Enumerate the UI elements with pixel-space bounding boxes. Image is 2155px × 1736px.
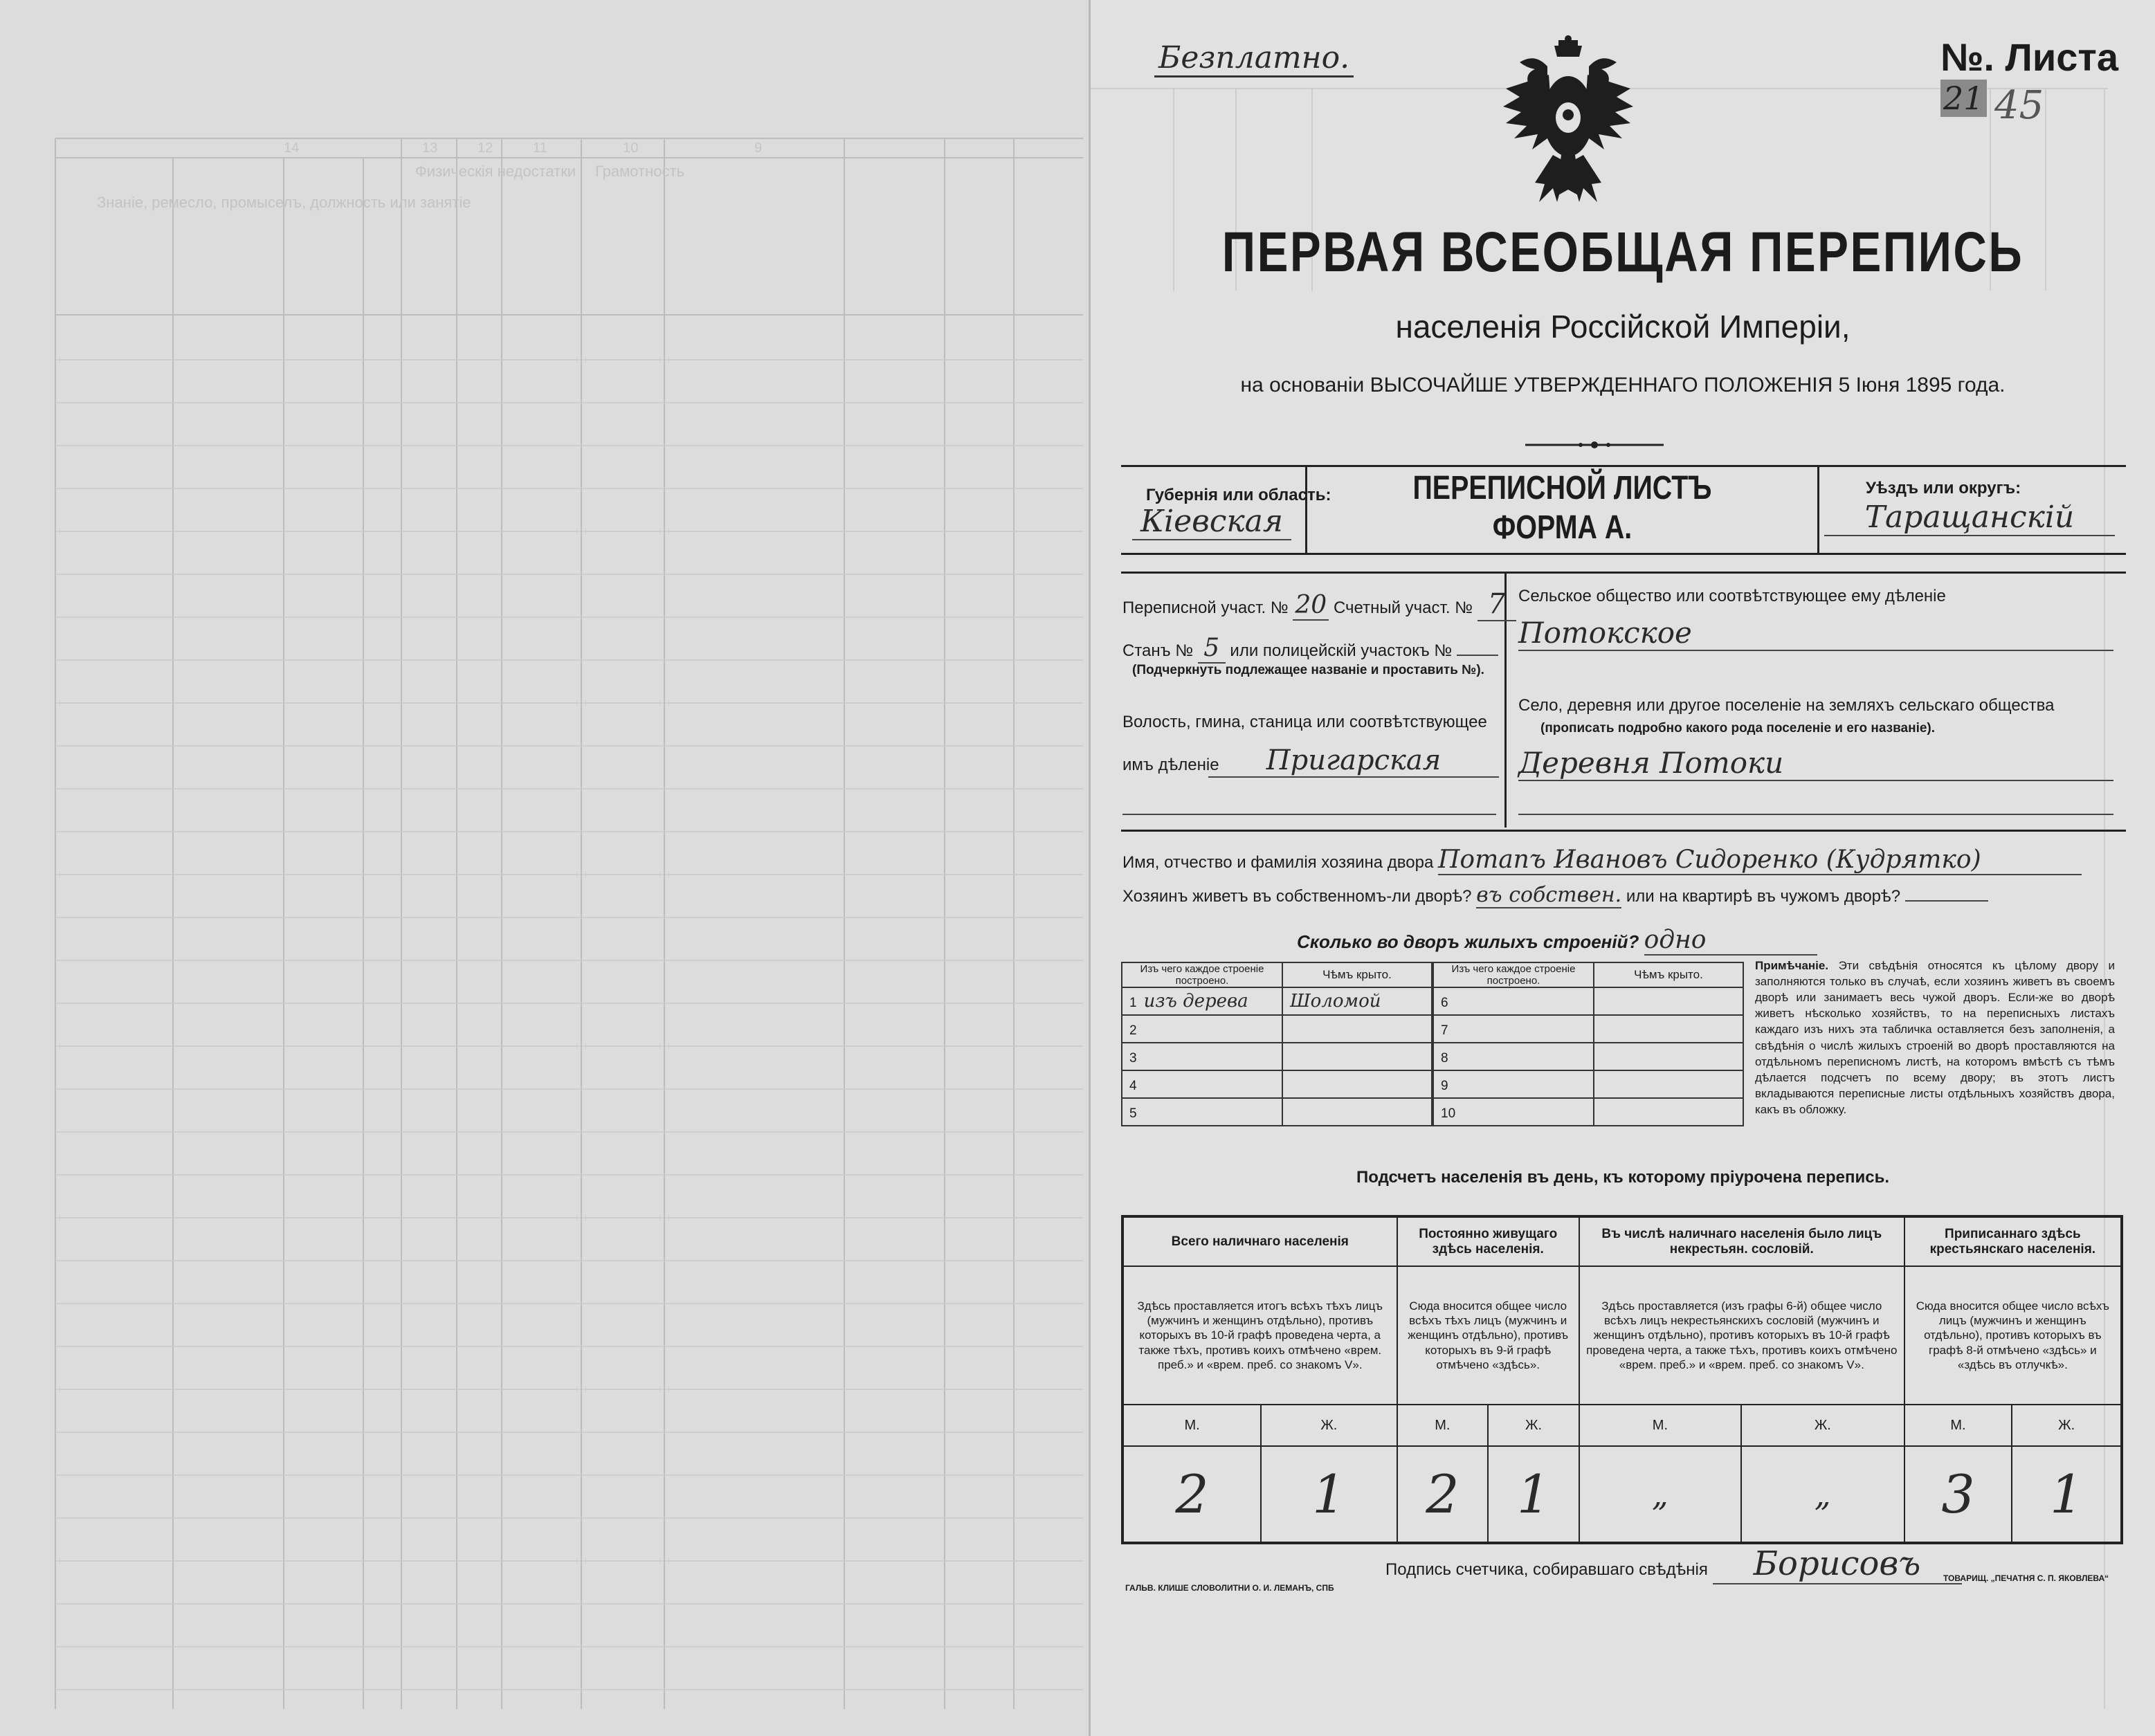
- m-label: М.: [1579, 1405, 1741, 1446]
- building-material-cell: [1433, 987, 1594, 1015]
- zh-label: Ж.: [1488, 1405, 1579, 1446]
- zh-label: Ж.: [2012, 1405, 2122, 1446]
- stan-value: 5: [1198, 634, 1226, 664]
- pop-head-total: Всего наличнаго населенія: [1122, 1216, 1397, 1266]
- pop-permanent-m: 2: [1397, 1446, 1489, 1543]
- building-number: 10: [1441, 1106, 1456, 1121]
- building-material-cell: [1122, 1070, 1282, 1098]
- building-row: [1433, 1015, 1743, 1043]
- own-yard-label: Хозяинъ живетъ въ собственномъ-ли дворѣ?: [1122, 887, 1472, 906]
- pop-desc-registered: Сюда вносится общее число всѣхъ лицъ (мужчинъ и женщинъ отдѣльно), противъ которыхъ въ графѣ 8-й отмѣчено «здѣсь» и «здѣсь въ отлучкѣ».: [1904, 1266, 2122, 1405]
- building-roof: [1594, 1070, 1743, 1098]
- m-label: М.: [1122, 1405, 1261, 1446]
- building-number: 8: [1441, 1051, 1448, 1066]
- building-roof: [1282, 1070, 1432, 1098]
- pop-permanent-zh: 1: [1488, 1446, 1579, 1543]
- census-district-label: Переписной участ. №: [1122, 599, 1289, 617]
- subtitle: населенія Россійской Имперіи,: [1395, 309, 1851, 345]
- count-district-label: Счетный участ. №: [1333, 599, 1473, 617]
- left-col-number: 9: [754, 140, 763, 156]
- imperial-eagle-emblem: [1499, 33, 1637, 220]
- building-material-cell: [1122, 1015, 1282, 1043]
- sheet-number-value: 21: [1940, 80, 1987, 117]
- building-roof: [1282, 1015, 1432, 1043]
- note-text: Эти свѣдѣнія относятся къ цѣлому двору и заполняются только въ случаѣ, если хозяинъ живетъ въ своемъ дворѣ или занимаетъ весь чужой дворъ. Если-же во дворѣ живетъ нѣсколько хозяйствъ, то на переписныхъ листахъ каждаго изъ нихъ эта табличка оставляется безъ заполненія, а свѣдѣнія о числѣ жилыхъ строеній во дворѣ проставляются на отдѣльномъ переписномъ листѣ, на которомъ вмѣстѣ съ тѣмъ дѣлается подсчетъ по всему двору; въ этотъ листъ вкладываются переписные листы отдѣльныхъ хозяйствъ двора, какъ въ обложку.: [1755, 959, 2115, 1116]
- ornament-divider: [1525, 440, 1664, 448]
- building-row: [1433, 1098, 1743, 1126]
- m-label: М.: [1904, 1405, 2012, 1446]
- society-label: Сельское общество или соотвѣтствующее ему дѣленіе: [1518, 587, 1946, 605]
- police-label: или полицейскій участокъ №: [1230, 641, 1453, 660]
- buildings-table-left: [1121, 962, 1433, 1126]
- stan-note: (Подчеркнуть подлежащее названіе и проставить №).: [1132, 663, 1484, 677]
- pop-total-zh: 1: [1261, 1446, 1397, 1543]
- pop-desc-permanent: Сюда вносится общее число всѣхъ тѣхъ лицъ (мужчинъ и женщинъ отдѣльно), противъ которыхъ въ 9-й графѣ отмѣчено «здѣсь».: [1397, 1266, 1579, 1405]
- pop-nonpeasant-zh: „: [1741, 1446, 1904, 1543]
- uezd-value: Таращанскій: [1824, 500, 2115, 536]
- volost-extra-line: [1122, 803, 1496, 815]
- count-district-value: 7: [1477, 588, 1516, 621]
- left-col-number: 13: [422, 140, 438, 156]
- signature-row: [1385, 1544, 1962, 1584]
- building-number: 3: [1129, 1051, 1137, 1066]
- building-roof: [1594, 1098, 1743, 1126]
- buildings-label: Сколько во дворъ жилыхъ строеній?: [1297, 931, 1639, 952]
- volost-value: Пригарская: [1208, 744, 1499, 778]
- zh-label: Ж.: [1741, 1405, 1904, 1446]
- pop-nonpeasant-m: „: [1579, 1446, 1741, 1543]
- guberniya-value: Кіевская: [1132, 504, 1291, 540]
- pop-head-nonpeasant: Въ числѣ наличнаго населенія было лицъ некрестьян. сословій.: [1579, 1216, 1904, 1266]
- main-title: ПЕРВАЯ ВСЕОБЩАЯ ПЕРЕПИСЬ: [1221, 221, 2024, 284]
- own-yard-row: [1122, 883, 1988, 908]
- stan-row: [1122, 634, 1498, 664]
- population-table: [1121, 1215, 2123, 1544]
- building-material-cell: [1122, 1098, 1282, 1126]
- building-row: [1122, 1015, 1432, 1043]
- village-label: Село, деревня или другое поселеніе на земляхъ сельскаго общества: [1518, 696, 2055, 715]
- signature-label: Подпись счетчика, собиравшаго свѣдѣнія: [1385, 1560, 1708, 1579]
- zh-label: Ж.: [1261, 1405, 1397, 1446]
- village-note: (прописать подробно какого рода поселеніе и его названіе).: [1540, 721, 1936, 735]
- sheet-number-label: №. Листа: [1940, 35, 2118, 79]
- building-roof: [1282, 1098, 1432, 1126]
- building-roof: [1594, 1043, 1743, 1070]
- volost-label-2: имъ дѣленіе: [1122, 756, 1219, 774]
- free-label: Безплатно.: [1154, 40, 1354, 77]
- left-header-text: Знаніе, ремесло, промыселъ, должность или занятіе: [97, 194, 471, 211]
- left-header-text: Физическія недостатки: [415, 163, 576, 180]
- pop-desc-nonpeasant: Здѣсь проставляется (изъ графы 6-й) общее число всѣхъ лицъ некрестьянскихъ сословій (мужчинъ и женщинъ отдѣльно), противъ которыхъ въ 10-й графѣ проведена черта, а также тѣхъ, противъ коихъ отмѣчено «врем. преб.» и «врем. преб. со знакомъ V».: [1579, 1266, 1904, 1405]
- rent-label: или на квартирѣ въ чужомъ дворѣ?: [1626, 887, 1901, 906]
- pop-desc-total: Здѣсь проставляется итогъ всѣхъ тѣхъ лицъ (мужчинъ и женщинъ отдѣльно), противъ которыхъ въ 10-й графѣ проведена черта, а также тѣхъ, противъ коихъ отмѣчено «врем. преб.» и «врем. преб. со знакомъ V».: [1122, 1266, 1397, 1405]
- pop-registered-zh: 1: [2012, 1446, 2122, 1543]
- building-material-cell: [1433, 1070, 1594, 1098]
- building-roof: [1594, 1015, 1743, 1043]
- col-roof: Чѣмъ крыто.: [1594, 962, 1743, 987]
- m-label: М.: [1397, 1405, 1489, 1446]
- owner-label: Имя, отчество и фамилія хозяина двора: [1122, 853, 1434, 872]
- legal-basis: на основаніи ВЫСОЧАЙШЕ УТВЕРЖДЕННАГО ПОЛОЖЕНІЯ 5 Іюня 1895 года.: [1240, 374, 2006, 396]
- buildings-row: [1297, 926, 1817, 956]
- buildings-value: одно: [1644, 926, 1817, 956]
- building-row: [1122, 987, 1432, 1015]
- pop-registered-m: 3: [1904, 1446, 2012, 1543]
- building-roof: [1282, 1043, 1432, 1070]
- guberniya-label: Губернія или область:: [1146, 486, 1331, 504]
- printer-mark-left: ГАЛЬВ. КЛИШЕ СЛОВОЛИТНИ О. И. ЛЕМАНЪ, СПБ: [1125, 1583, 1334, 1593]
- left-col-number: 12: [478, 140, 493, 156]
- building-row: [1122, 1098, 1432, 1126]
- building-material-cell: [1433, 1015, 1594, 1043]
- buildings-table-right: [1433, 962, 1744, 1126]
- census-title: [1091, 220, 2155, 285]
- pop-total-m: 2: [1122, 1446, 1261, 1543]
- building-material-cell: [1433, 1043, 1594, 1070]
- village-value: Деревня Потоки: [1518, 746, 2113, 781]
- society-value: Потокское: [1518, 616, 2113, 651]
- building-roof: [1594, 987, 1743, 1015]
- building-number: 9: [1441, 1079, 1448, 1093]
- sheet-title-block: [1307, 469, 1817, 547]
- census-sheet-front: [1091, 0, 2155, 1736]
- left-header-text: Грамотность: [595, 163, 685, 180]
- owner-value: Потапъ Ивановъ Сидоренко (Кудрятко): [1438, 846, 2082, 875]
- sheet-number-block: [1940, 35, 2155, 117]
- building-material: изъ дерева: [1143, 991, 1248, 1012]
- note-block: [1755, 958, 2115, 1117]
- col-roof: Чѣмъ крыто.: [1282, 962, 1432, 987]
- building-number: 4: [1129, 1079, 1137, 1093]
- own-yard-value: въ собствен.: [1476, 883, 1622, 907]
- building-row: [1433, 987, 1743, 1015]
- census-district-value: 20: [1293, 591, 1329, 621]
- left-col-number: 11: [533, 140, 547, 156]
- left-col-number: 14: [284, 140, 300, 156]
- note-title: Примѣчаніе.: [1755, 959, 1829, 972]
- building-row: [1122, 1070, 1432, 1098]
- sheet-type: ПЕРЕПИСНОЙ ЛИСТЪ: [1412, 470, 1712, 506]
- building-material-cell: [1122, 987, 1282, 1015]
- signature-value: Борисовъ: [1713, 1544, 1962, 1584]
- building-number: 1: [1129, 996, 1137, 1010]
- building-number: 7: [1441, 1023, 1448, 1038]
- building-roof: Шоломой: [1282, 987, 1432, 1015]
- left-col-number: 10: [623, 140, 639, 156]
- building-row: [1122, 1043, 1432, 1070]
- pencil-number: 45: [1994, 83, 2044, 128]
- owner-row: [1122, 846, 2082, 875]
- building-material-cell: [1122, 1043, 1282, 1070]
- form-name: ФОРМА А.: [1492, 509, 1633, 546]
- pop-head-permanent: Постоянно живущаго здѣсь населенія.: [1397, 1216, 1579, 1266]
- building-number: 2: [1129, 1023, 1137, 1038]
- volost-label-1: Волость, гмина, станица или соотвѣтствующее: [1122, 713, 1487, 731]
- population-title: Подсчетъ населенія въ день, къ которому пріурочена перепись.: [1356, 1168, 1889, 1187]
- pop-head-registered: Приписаннаго здѣсь крестьянскаго населенія.: [1904, 1216, 2122, 1266]
- uezd-label: Уѣздъ или округъ:: [1866, 479, 2021, 497]
- stan-label: Станъ №: [1122, 641, 1194, 660]
- building-material-cell: [1433, 1098, 1594, 1126]
- col-material: Изъ чего каждое строеніе построено.: [1122, 962, 1282, 987]
- col-material: Изъ чего каждое строеніе построено.: [1433, 962, 1594, 987]
- printer-mark-right: ТОВАРИЩ. „ПЕЧАТНЯ С. П. ЯКОВЛЕВА“: [1943, 1573, 2109, 1583]
- census-district-row: [1122, 588, 1516, 621]
- village-extra-line: [1518, 803, 2113, 815]
- building-row: [1433, 1070, 1743, 1098]
- header-divider-right: [1817, 465, 1819, 555]
- building-row: [1433, 1043, 1743, 1070]
- building-number: 6: [1441, 996, 1448, 1010]
- building-number: 5: [1129, 1106, 1137, 1121]
